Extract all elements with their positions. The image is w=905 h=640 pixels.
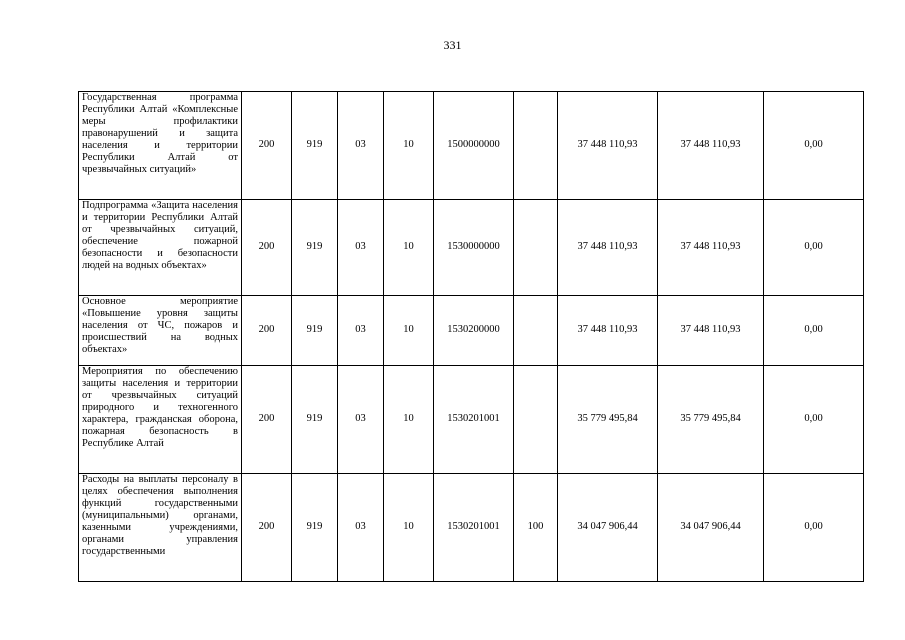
executed-amount-cell: 34 047 906,44 (658, 474, 764, 582)
subsection-cell: 10 (384, 296, 434, 366)
ministry-code-cell: 919 (292, 296, 338, 366)
row-name-cell: Расходы на выплаты персоналу в целях обеспечения выполнения функций государственными (муниципальными) органами, казенными учреждениями, органами управления государственными (79, 474, 242, 582)
executed-amount-cell: 35 779 495,84 (658, 366, 764, 474)
expense-type-cell (514, 92, 558, 200)
amount-cell: 34 047 906,44 (558, 474, 658, 582)
code-cell: 200 (242, 366, 292, 474)
target-article-cell: 1530200000 (434, 296, 514, 366)
table-row (79, 474, 864, 582)
code-cell: 200 (242, 474, 292, 582)
amount-cell: 35 779 495,84 (558, 366, 658, 474)
table-row (79, 296, 864, 366)
ministry-code-cell: 919 (292, 366, 338, 474)
remainder-cell: 0,00 (764, 92, 864, 200)
code-cell: 200 (242, 92, 292, 200)
amount-cell: 37 448 110,93 (558, 92, 658, 200)
row-name-cell: Подпрограмма «Защита населения и территории Республики Алтай от чрезвычайных ситуаций, обеспечение пожарной безопасности и безопасности людей на водных объектах» (79, 200, 242, 296)
row-name-cell: Основное мероприятие «Повышение уровня защиты населения от ЧС, пожаров и происшествий на водных объектах» (79, 296, 242, 366)
target-article-cell: 1500000000 (434, 92, 514, 200)
row-name-cell: Государственная программа Республики Алтай «Комплексные меры профилактики правонарушений и защита населения и территории Республики Алтай от чрезвычайных ситуаций» (79, 92, 242, 200)
table-row (79, 200, 864, 296)
section-cell: 03 (338, 474, 384, 582)
ministry-code-cell: 919 (292, 474, 338, 582)
amount-cell: 37 448 110,93 (558, 200, 658, 296)
target-article-cell: 1530000000 (434, 200, 514, 296)
ministry-code-cell: 919 (292, 200, 338, 296)
page-number: 331 (443, 38, 462, 52)
expense-type-cell (514, 366, 558, 474)
executed-amount-cell: 37 448 110,93 (658, 296, 764, 366)
subsection-cell: 10 (384, 366, 434, 474)
table-row (79, 366, 864, 474)
section-cell: 03 (338, 92, 384, 200)
remainder-cell: 0,00 (764, 296, 864, 366)
remainder-cell: 0,00 (764, 366, 864, 474)
remainder-cell: 0,00 (764, 200, 864, 296)
section-cell: 03 (338, 200, 384, 296)
subsection-cell: 10 (384, 92, 434, 200)
code-cell: 200 (242, 200, 292, 296)
row-name-cell: Мероприятия по обеспечению защиты населения и территории от чрезвычайных ситуаций природного и техногенного характера, гражданская оборона, пожарная безопасность в Республике Алтай (79, 366, 242, 474)
subsection-cell: 10 (384, 474, 434, 582)
target-article-cell: 1530201001 (434, 474, 514, 582)
executed-amount-cell: 37 448 110,93 (658, 92, 764, 200)
ministry-code-cell: 919 (292, 92, 338, 200)
code-cell: 200 (242, 296, 292, 366)
executed-amount-cell: 37 448 110,93 (658, 200, 764, 296)
subsection-cell: 10 (384, 200, 434, 296)
remainder-cell: 0,00 (764, 474, 864, 582)
expense-type-cell: 100 (514, 474, 558, 582)
section-cell: 03 (338, 296, 384, 366)
table-row (79, 92, 864, 200)
expense-type-cell (514, 200, 558, 296)
budget-table (78, 91, 864, 582)
section-cell: 03 (338, 366, 384, 474)
expense-type-cell (514, 296, 558, 366)
target-article-cell: 1530201001 (434, 366, 514, 474)
amount-cell: 37 448 110,93 (558, 296, 658, 366)
